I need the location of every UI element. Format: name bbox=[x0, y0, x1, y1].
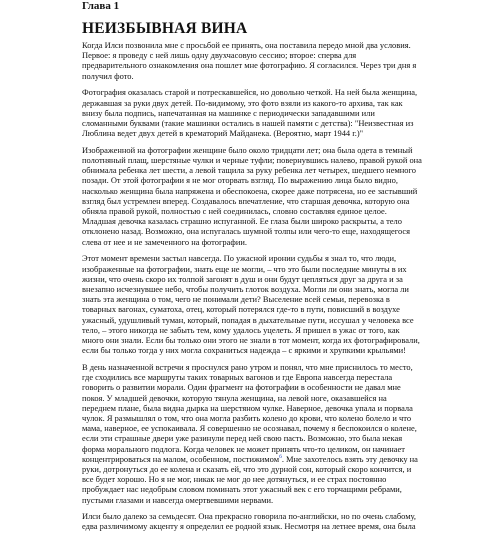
paragraph: Когда Илси позвонила мне с просьбой ее принять, она поставила передо мной два условия. Первое: я проведу с ней лишь одну двухчасовую сессию; второе: сперва для предварительного ознакомления она пошлет мне фотографию. Я согласился. Через три дня я получил фото. bbox=[82, 40, 417, 81]
document-body bbox=[82, 40, 422, 538]
footnote-ref[interactable]: 6 bbox=[279, 453, 282, 460]
paragraph: Этот момент времени застыл навсегда. По ужасной иронии судьбы я знал то, что люди, изображенные на фотографии, знать еще не могли, – что это были последние минуты в их жизни, что очень скоро их толпой загонят в душ и они будут цепляться друг за друга и за внезапно исчезнувшее небо, чтобы получить глоток воздуха. Могли ли они знать, могла ли знать эта женщина о том, чего не понимали дети? Выселение всей семьи, перевозка в товарных вагонах, суматоха, отец, который потерялся где-то в пути, повисший в воздухе ужасный, удушливый туман, который, попадая в дыхательные пути, иссушал у человека все тело, – этого никогда не забыть тем, кому удалось уцелеть. Я пришел в ужас от того, как много они знали. Если бы только они этого не знали в тот момент, когда их фотографировали, если бы только тогда у них могла сохраниться надежда – с яркими и хрупкими крыльями! bbox=[82, 253, 420, 356]
paragraph: Фотография оказалась старой и потрескавшейся, но довольно четкой. На ней была женщина, державшая за руки двух детей. По-видимому, это фото взяли из какого-то архива, так как внизу была подпись, напечатанная на машинке с периодически западавшими или сломанными буквами (такие машинки остались в нашей памяти с детства): "Неизвестная из Люблина ведет двух детей в крематорий Майданека. (Вероятно, март 1944 г.)" bbox=[82, 87, 418, 139]
paragraph: Илси было далеко за семьдесят. Она прекрасно говорила по-английски, но по очень слабому, едва различимому акценту я определил ее родной язык. Несмотря на летнее время, она была bbox=[82, 511, 417, 532]
page-title: НЕИЗБЫВНАЯ ВИНА bbox=[82, 20, 248, 37]
paragraph-with-footnote: В день назначенной встречи я проснулся рано утром и понял, что мне приснилось то место, где сходились все маршруты таких товарных вагонов и где Европа навсегда перестала говорить о развитии морали. Один фрагмент на фотографии в особенности не давал мне покоя. У младшей девочки, которую тянула женщина, на левой ноге, оказавшейся на переднем плане, была видна дырка на шерстяном чулке. Наверное, девочка упала и порвала чулок. Я размышлял о том, что она могла разбить колено до крови, что колено болело и что мама, наверное, ее успокаивала. Я совершенно не осознавал, почему я беспокоился о колене, если эти страшные двери уже разинули перед ней свою пасть. Возможно, это была некая форма морального подлога. Когда человек не может принять что-то целиком, он начинает концентрироваться на малом, особенном, постижимом$^6$. Мне захотелось взять эту девочку на руки, дотронуться до ее колена и сказать ей, что это дурной сон, который скоро кончится, и все будет хорошо. Но я не мог, никак не мог до нее дотянуться, и ее страх постоянно пробуждает нас недобрым словом поминать этот ужасный век с его торчащими ребрами, пустыми глазами и навсегда омертвевшими нервами. bbox=[82, 361, 418, 505]
paragraph: Изображенной на фотографии женщине было около тридцати лет; она была одета в темный полотняный плащ, шерстяные чулки и черные туфли; повернувшись налево, правой рукой она обнимала ребенка лет шести, а левой тащила за руку ребенка лет четырех, шедшего немного позади. От этой фотографии я не мог оторвать взгляд. По выражению лица было видно, насколько женщина была напряжена и обеспокоена, скорее даже потрясена, но ее застывший взгляд был устремлен вперед. Создавалось впечатление, что старшая девочка, которую она обняла правой рукой, полностью с ней соединилась, словно составляя единое целое. Младшая девочка казалась страшно испуганной. Ее глаза были широко раскрыты, а тело отклонено назад. Возможно, она испугалась шумной толпы или чего-то еще, находящегося слева от нее и не замеченного на фотографии. bbox=[82, 144, 422, 247]
chapter-heading: Глава 1 bbox=[82, 0, 120, 12]
